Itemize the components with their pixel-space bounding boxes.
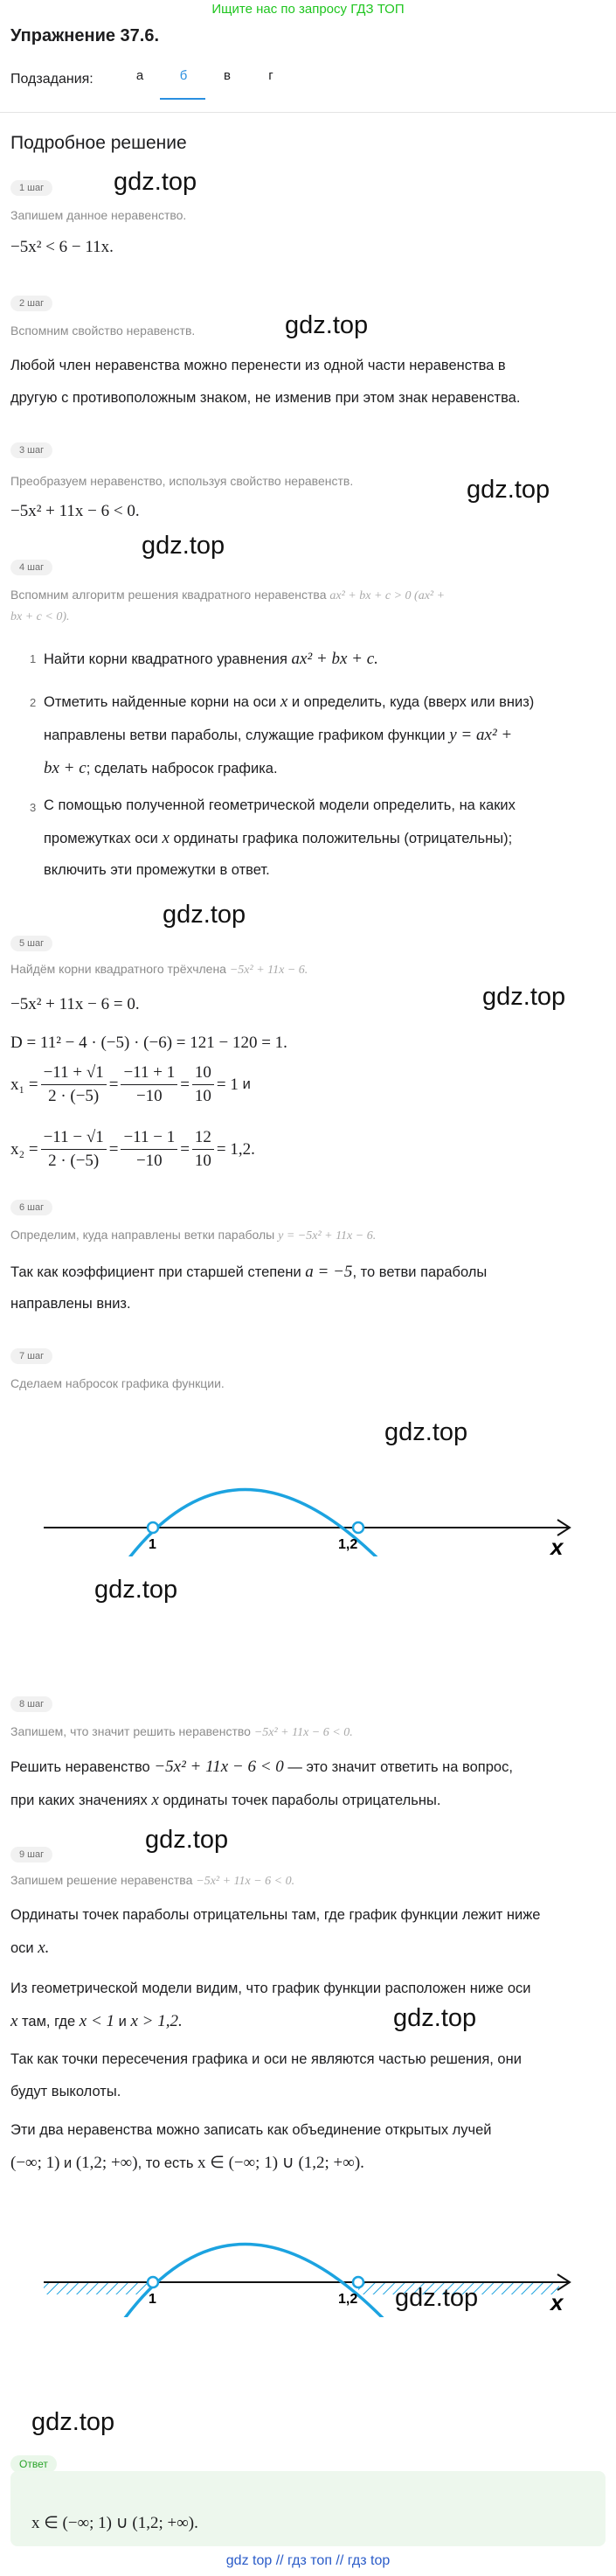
hatch-left [44,2282,153,2294]
step-text: x там, где x < 1 и x > 1,2. [10,2012,183,2030]
list-item: направлены ветви параболы, служащие графиком функции y = ax² + [44,726,513,744]
root-point-2 [353,1522,363,1533]
step-text: Любой член неравенства можно перенести из одной части неравенства в [10,358,506,373]
watermark: gdz.top [145,1826,229,1854]
watermark: gdz.top [384,1418,468,1446]
step-math: D = 11² − 4 · (−5) · (−6) = 121 − 120 = 1. [10,1034,287,1052]
step-text: при каких значениях x ординаты точек параболы отрицательны. [10,1791,441,1809]
step-badge: 3 шаг [10,442,52,458]
step-caption: Найдём корни квадратного трёхчлена −5x² + 11x − 6. [10,962,308,977]
subtasks-label: Подзадания: [10,72,93,87]
answer-box [10,2471,606,2546]
step-text: Так как точки пересечения графика и оси не являются частью решения, они [10,2051,522,2067]
list-item: С помощью полученной геометрической модели определить, на каких [44,797,516,813]
list-item: промежутках оси x ординаты графика положительны (отрицательны); [44,829,513,847]
step-caption: Вспомним алгоритм решения квадратного неравенства ax² + bx + c > 0 (ax² + [10,588,446,602]
root-point-1 [148,2277,158,2287]
step-caption: bx + c < 0). [10,610,70,623]
list-number: 2 [30,696,37,709]
step-badge: 8 шаг [10,1696,52,1712]
step-badge: 1 шаг [10,180,52,196]
step-text: будут выколоты. [10,2084,121,2099]
parabola-sketch [0,1469,616,1556]
watermark: gdz.top [142,532,225,560]
root-label-2: 1,2 [338,1537,358,1552]
watermark: gdz.top [395,2284,479,2312]
step-badge: 6 шаг [10,1200,52,1215]
subtask-tabs [118,68,293,83]
root-label-2: 1,2 [338,2292,358,2307]
step-badge: 9 шаг [10,1847,52,1862]
step-caption: Запишем данное неравенство. [10,208,187,222]
list-item: Отметить найденные корни на оси x и определить, куда (вверх или вниз) [44,693,535,711]
step-math: −5x² < 6 − 11x. [10,238,114,256]
watermark: gdz.top [467,476,550,504]
tab-v[interactable]: в [224,68,231,83]
section-title: Подробное решение [10,133,187,153]
root-label-1: 1 [149,1537,156,1552]
list-item: bx + c; сделать набросок графика. [44,759,278,777]
step-text: Из геометрической модели видим, что график функции расположен ниже оси [10,1981,531,1996]
root-label-1: 1 [149,2292,156,2307]
root-point-2 [353,2277,363,2287]
step-text: (−∞; 1) и (1,2; +∞), то есть x ∈ (−∞; 1) ∪ (1,2; +∞). [10,2154,364,2172]
watermark: gdz.top [94,1576,178,1604]
tab-a[interactable]: а [135,68,144,83]
step-text: Ординаты точек параболы отрицательны там, где график функции лежит ниже [10,1907,541,1923]
axis-label: x [550,2289,564,2315]
answer-math: x ∈ (−∞; 1) ∪ (1,2; +∞). [31,2514,198,2532]
step-caption: Запишем решение неравенства −5x² + 11x − 6 < 0. [10,1873,295,1888]
divider [0,112,616,113]
x1-formula: x₁ = $\frac{-11 + √1}{2 \cdot (-5)}$ = $\frac{-11 + 1}{-10}$ = $\frac{10}{10}$ = 1 и [10,1063,251,1105]
step-text: направлены вниз. [10,1296,131,1312]
step-caption: Вспомним свойство неравенств. [10,324,196,338]
list-item: Найти корни квадратного уравнения ax² + bx + c. [44,650,378,668]
watermark: gdz.top [285,311,369,339]
step-caption: Сделаем набросок графика функции. [10,1376,225,1390]
page-title: Упражнение 37.6. [10,26,160,45]
step-text: Эти два неравенства можно записать как объединение открытых лучей [10,2122,492,2138]
tab-b[interactable]: б [179,68,188,83]
step-caption: Преобразуем неравенство, используя свойство неравенств. [10,474,354,488]
x2-formula: x₂ = $\frac{-11 - √1}{2 \cdot (-5)}$ = $\frac{-11 - 1}{-10}$ = $\frac{12}{10}$ = 1,2. [10,1128,255,1170]
watermark: gdz.top [393,2004,477,2032]
step-caption: Определим, куда направлены ветки параболы y = −5x² + 11x − 6. [10,1228,377,1243]
answer-label: Ответ [10,2455,57,2473]
list-number: 1 [30,652,37,665]
step-math: −5x² + 11x − 6 < 0. [10,502,140,520]
step-badge: 5 шаг [10,936,52,951]
promo-link[interactable]: Ищите нас по запросу ГДЗ ТОП [211,2,405,17]
solution-sketch [0,2212,616,2317]
step-badge: 4 шаг [10,560,52,575]
watermark: gdz.top [482,983,566,1011]
axis-label: x [550,1534,564,1556]
footer-links[interactable]: gdz top // гдз топ // гдз top [225,2553,391,2568]
root-point-1 [148,1522,158,1533]
tab-g[interactable]: г [268,68,273,83]
step-caption: Запишем, что значит решить неравенство −5x² + 11x − 6 < 0. [10,1724,353,1739]
step-text: оси x. [10,1939,50,1957]
watermark: gdz.top [163,901,246,929]
list-number: 3 [30,801,37,814]
step-text: Так как коэффициент при старшей степени a = −5, то ветви параболы [10,1263,488,1281]
watermark: gdz.top [31,2408,115,2436]
step-text: Решить неравенство −5x² + 11x − 6 < 0 — это значит ответить на вопрос, [10,1758,513,1776]
step-math: −5x² + 11x − 6 = 0. [10,995,140,1013]
step-badge: 7 шаг [10,1348,52,1364]
active-tab-indicator [160,98,205,100]
list-item: включить эти промежутки в ответ. [44,862,270,878]
step-badge: 2 шаг [10,296,52,311]
step-text: другую с противоположным знаком, не изменив при этом знак неравенства. [10,390,521,406]
watermark: gdz.top [114,168,197,196]
